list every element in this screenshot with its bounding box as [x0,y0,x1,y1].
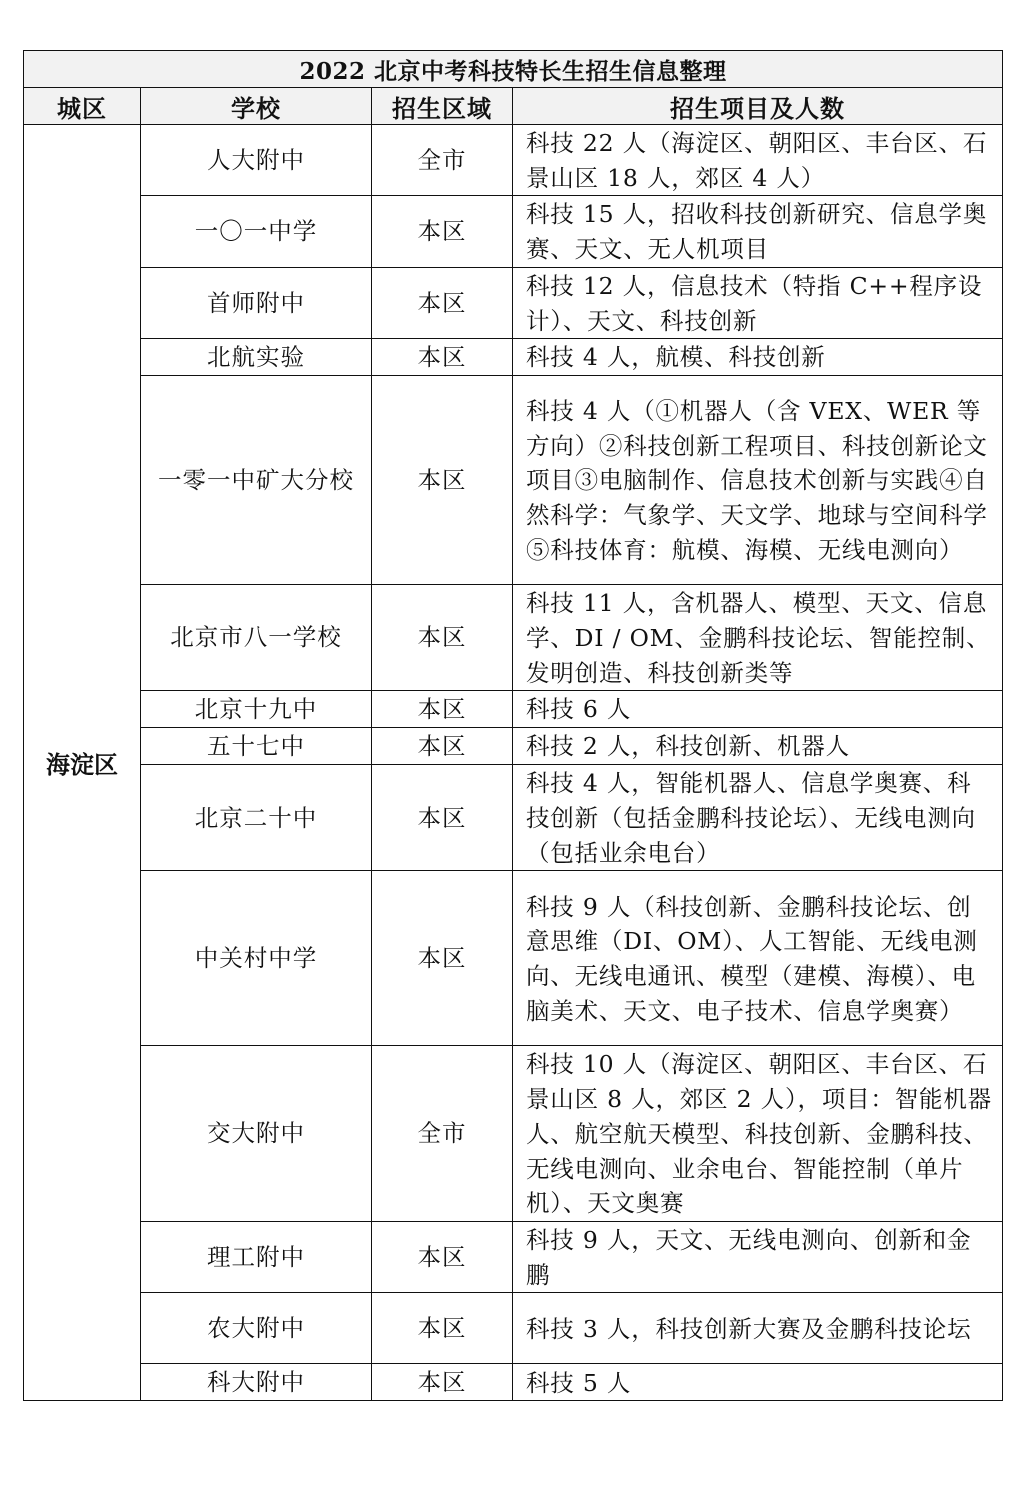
scope-cell: 本区 [372,267,513,338]
school-cell: 北京市八一学校 [141,585,372,691]
school-cell: 北京二十中 [141,765,372,871]
table-row [24,691,1003,728]
scope-cell: 本区 [372,871,513,1046]
scope-cell: 本区 [372,691,513,728]
header-projects: 招生项目及人数 [513,88,1003,125]
table-row [24,1364,1003,1401]
school-cell: 一零一中矿大分校 [141,376,372,585]
enrollment-table-container [23,50,1002,1401]
project-cell: 科技 12 人，信息技术（特指 C++程序设计）、天文、科技创新 [513,267,1003,338]
project-cell: 科技 9 人，天文、无线电测向、创新和金鹏 [513,1221,1003,1292]
table-row [24,1046,1003,1222]
school-cell: 北航实验 [141,339,372,376]
scope-cell: 本区 [372,728,513,765]
project-cell: 科技 2 人，科技创新、机器人 [513,728,1003,765]
header-scope: 招生区域 [372,88,513,125]
title-row [24,51,1003,88]
scope-cell: 本区 [372,376,513,585]
table-title: 2022 北京中考科技特长生招生信息整理 [24,51,1003,88]
school-cell: 中关村中学 [141,871,372,1046]
scope-cell: 本区 [372,585,513,691]
scope-cell: 全市 [372,1046,513,1222]
project-cell: 科技 4 人，智能机器人、信息学奥赛、科技创新（包括金鹏科技论坛）、无线电测向（包括业余电台） [513,765,1003,871]
header-district: 城区 [24,88,141,125]
school-cell: 一〇一中学 [141,196,372,267]
table-row [24,765,1003,871]
project-cell: 科技 4 人（①机器人（含 VEX、WER 等方向）②科技创新工程项目、科技创新论文项目③电脑制作、信息技术创新与实践④自然科学：气象学、天文学、地球与空间科学⑤科技体育：航模、海模、无线电测向） [513,376,1003,585]
project-cell: 科技 11 人，含机器人、模型、天文、信息学、DI / OM、金鹏科技论坛、智能控制、发明创造、科技创新类等 [513,585,1003,691]
scope-cell: 本区 [372,1364,513,1401]
project-cell: 科技 6 人 [513,691,1003,728]
project-cell: 科技 9 人（科技创新、金鹏科技论坛、创意思维（DI、OM）、人工智能、无线电测向、无线电通讯、模型（建模、海模）、电脑美术、天文、电子技术、信息学奥赛） [513,871,1003,1046]
scope-cell: 全市 [372,125,513,196]
school-cell: 人大附中 [141,125,372,196]
project-cell: 科技 5 人 [513,1364,1003,1401]
table-row [24,125,1003,196]
project-cell: 科技 15 人，招收科技创新研究、信息学奥赛、天文、无人机项目 [513,196,1003,267]
scope-cell: 本区 [372,765,513,871]
school-cell: 交大附中 [141,1046,372,1222]
school-cell: 农大附中 [141,1293,372,1364]
scope-cell: 本区 [372,1293,513,1364]
school-cell: 五十七中 [141,728,372,765]
scope-cell: 本区 [372,339,513,376]
header-school: 学校 [141,88,372,125]
school-cell: 科大附中 [141,1364,372,1401]
school-cell: 首师附中 [141,267,372,338]
table-row [24,871,1003,1046]
project-cell: 科技 3 人，科技创新大赛及金鹏科技论坛 [513,1293,1003,1364]
project-cell: 科技 10 人（海淀区、朝阳区、丰台区、石景山区 8 人，郊区 2 人），项目：智能机器人、航空航天模型、科技创新、金鹏科技、无线电测向、业余电台、智能控制（单片机）、天文奥赛 [513,1046,1003,1222]
table-row [24,728,1003,765]
district-cell: 海淀区 [24,125,141,1401]
scope-cell: 本区 [372,196,513,267]
table-row [24,1293,1003,1364]
header-row [24,88,1003,125]
enrollment-table [23,50,1003,1401]
scope-cell: 本区 [372,1221,513,1292]
project-cell: 科技 4 人，航模、科技创新 [513,339,1003,376]
table-row [24,376,1003,585]
table-row [24,267,1003,338]
table-row [24,339,1003,376]
table-row [24,1221,1003,1292]
project-cell: 科技 22 人（海淀区、朝阳区、丰台区、石景山区 18 人，郊区 4 人） [513,125,1003,196]
school-cell: 理工附中 [141,1221,372,1292]
table-row [24,196,1003,267]
school-cell: 北京十九中 [141,691,372,728]
table-row [24,585,1003,691]
